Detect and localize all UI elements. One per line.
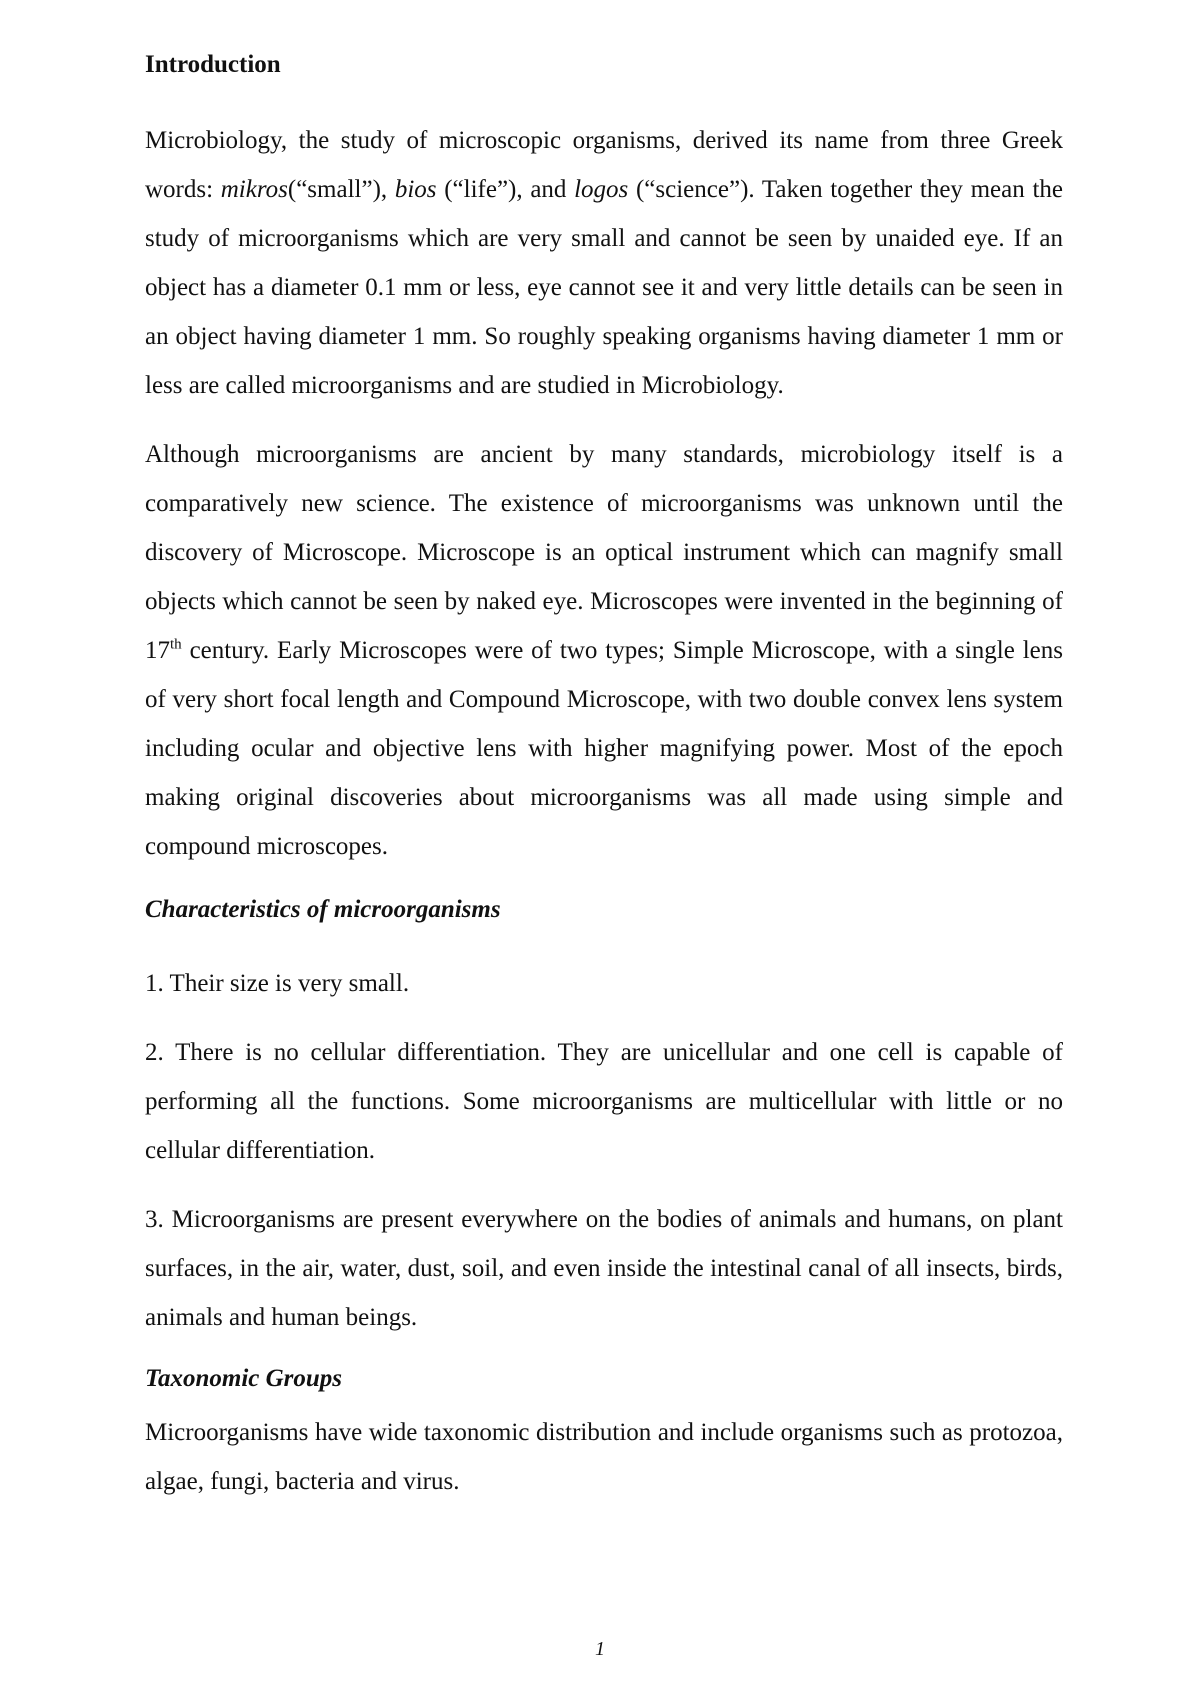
section-heading-introduction: Introduction [145,51,281,78]
characteristic-item-2: 2. There is no cellular differentiation. They are unicellular and one cell is capable of performing all the functions. Some microorganisms are multicellular with little or no cellular differentiation. [145,1039,1063,1164]
term-bios: bios [394,176,437,203]
intro-paragraph-2 [145,430,1063,871]
intro-p1-text-a: Microbiology, the study of microscopic organisms, derived its name from three Greek words: [145,127,1063,203]
term-logos: logos [574,176,629,203]
intro-p2-text-b: century. Early Microscopes were of two types; Simple Microscope, with a single lens of very short focal length and Compound Microscope, with two double convex lens system including ocular and objective lens with higher magnifying power. Most of the epoch making original discoveries about microorganisms was all made using simple and compound microscopes. [145,637,1063,860]
intro-p1-text-c: (“life”), and [436,176,575,203]
section-heading-characteristics: Characteristics of microorganisms [145,896,501,923]
term-mikros: mikros [220,176,288,203]
characteristic-item-3: 3. Microorganisms are present everywhere on the bodies of animals and humans, on plant surfaces, in the air, water, dust, soil, and even inside the intestinal canal of all insects, birds, animals and human beings. [145,1206,1063,1331]
page-content [145,50,1063,1506]
characteristic-item-1: 1. Their size is very small. [145,970,410,997]
intro-paragraph-1 [145,116,1063,410]
superscript-th: th [170,636,182,653]
taxonomic-paragraph: Microorganisms have wide taxonomic distribution and include organisms such as protozoa, algae, fungi, bacteria and virus. [145,1419,1063,1495]
intro-p1-text-b: (“small”), [287,176,395,203]
section-heading-taxonomic-groups: Taxonomic Groups [145,1365,343,1392]
intro-p1-text-d: (“science”). Taken together they mean the study of microorganisms which are very small and cannot be seen by unaided eye. If an object has a diameter 0.1 mm or less, eye cannot see it and very little details can be seen in an object having diameter 1 mm. So roughly speaking organisms having diameter 1 mm or less are called microorganisms and are studied in Microbiology. [145,176,1063,399]
page-number: 1 [595,1638,605,1660]
intro-p2-text-a: Although microorganisms are ancient by many standards, microbiology itself is a comparatively new science. The existence of microorganisms was unknown until the discovery of Microscope. Microscope is an optical instrument which can magnify small objects which cannot be seen by naked eye. Microscopes were invented in the beginning of 17 [145,441,1063,664]
